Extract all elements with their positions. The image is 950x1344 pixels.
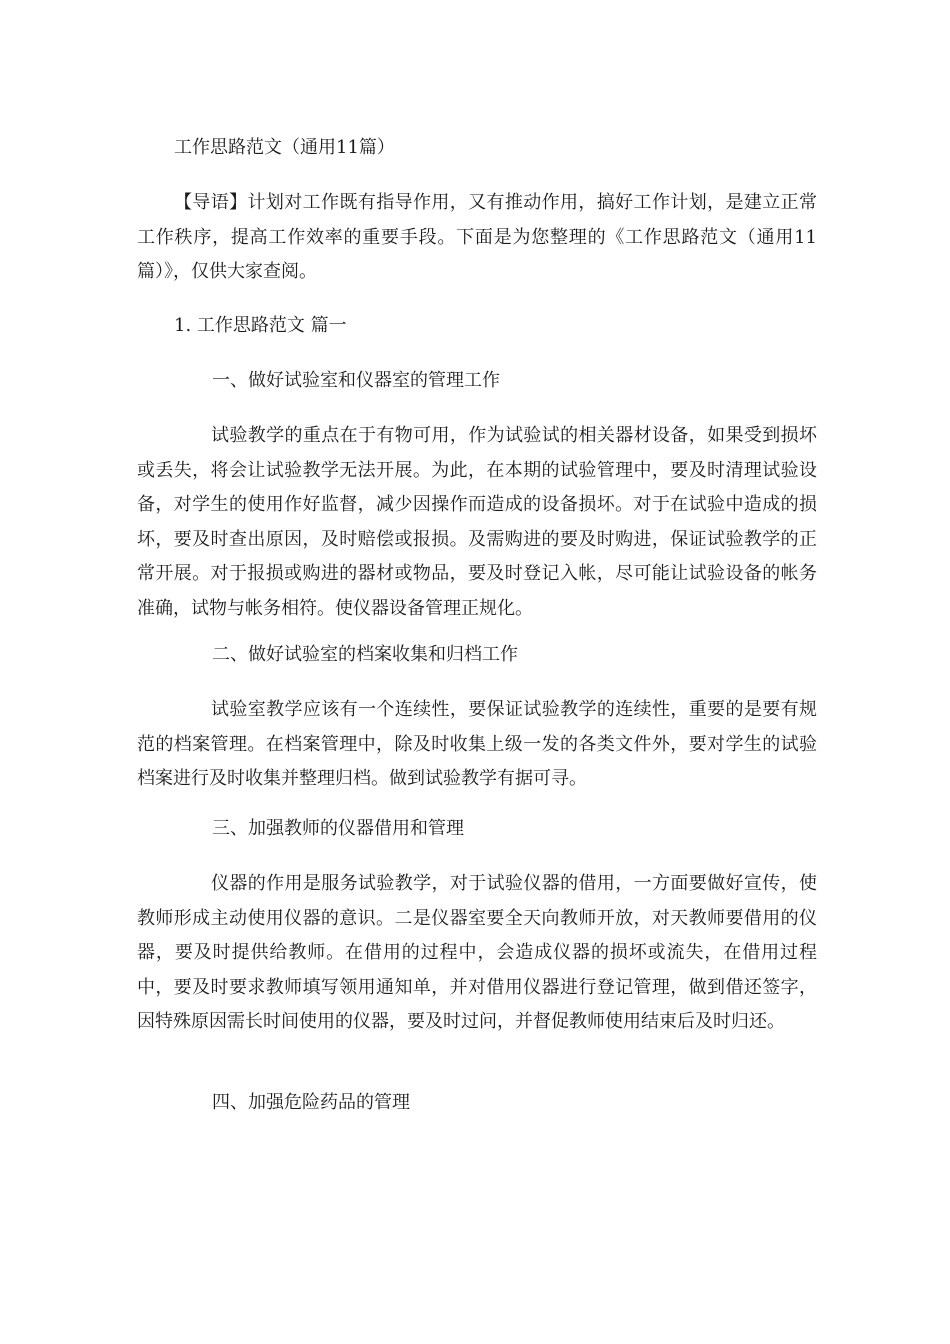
- subsection-body: 试验教学的重点在于有物可用，作为试验试的相关器材设备，如果受到损坏或丢失，将会让试验教学无法开展。为此，在本期的试验管理中，要及时清理试验设备，对学生的使用作好监督，减少因操作而造成的设备损坏。对于在试验中造成的损坏，要及时查出原因，及时赔偿或报损。及需购进的要及时购进，保证试验教学的正常开展。对于报损或购进的器材或物品，要及时登记入帐，尽可能让试验设备的帐务准确，试物与帐务相符。使仪器设备管理正规化。: [137, 425, 817, 619]
- document-title: 工作思路范文（通用11篇）: [174, 137, 395, 158]
- subsection-body: 仪器的作用是服务试验教学，对于试验仪器的借用，一方面要做好宣传，使教师形成主动使用仪器的意识。二是仪器室要全天向教师开放，对天教师要借用的仪器，要及时提供给教师。在借用的过程中，会造成仪器的损坏或流失，在借用过程中，要及时要求教师填写领用通知单，并对借用仪器进行登记管理，做到借还签字，因特殊原因需长时间使用的仪器，要及时过问，并督促教师使用结束后及时归还。: [137, 873, 817, 1032]
- subsection-body: 试验室教学应该有一个连续性，要保证试验教学的连续性，重要的是要有规范的档案管理。在档案管理中，除及时收集上级一发的各类文件外，要对学生的试验档案进行及时收集并整理归档。做到试验教学有据可寻。: [137, 699, 817, 789]
- subsection-heading: 二、做好试验室的档案收集和归档工作: [212, 644, 518, 665]
- subsection-heading: 一、做好试验室和仪器室的管理工作: [212, 370, 500, 391]
- subsection-heading: 三、加强教师的仪器借用和管理: [212, 818, 464, 839]
- intro-paragraph: 【导语】计划对工作既有指导作用，又有推动作用，搞好工作计划，是建立正常工作秩序，提高工作效率的重要手段。下面是为您整理的《工作思路范文（通用11篇）》，仅供大家查阅。: [137, 192, 817, 282]
- subsection-heading: 四、加强危险药品的管理: [212, 1092, 410, 1113]
- section-heading: 1. 工作思路范文 篇一: [174, 315, 347, 336]
